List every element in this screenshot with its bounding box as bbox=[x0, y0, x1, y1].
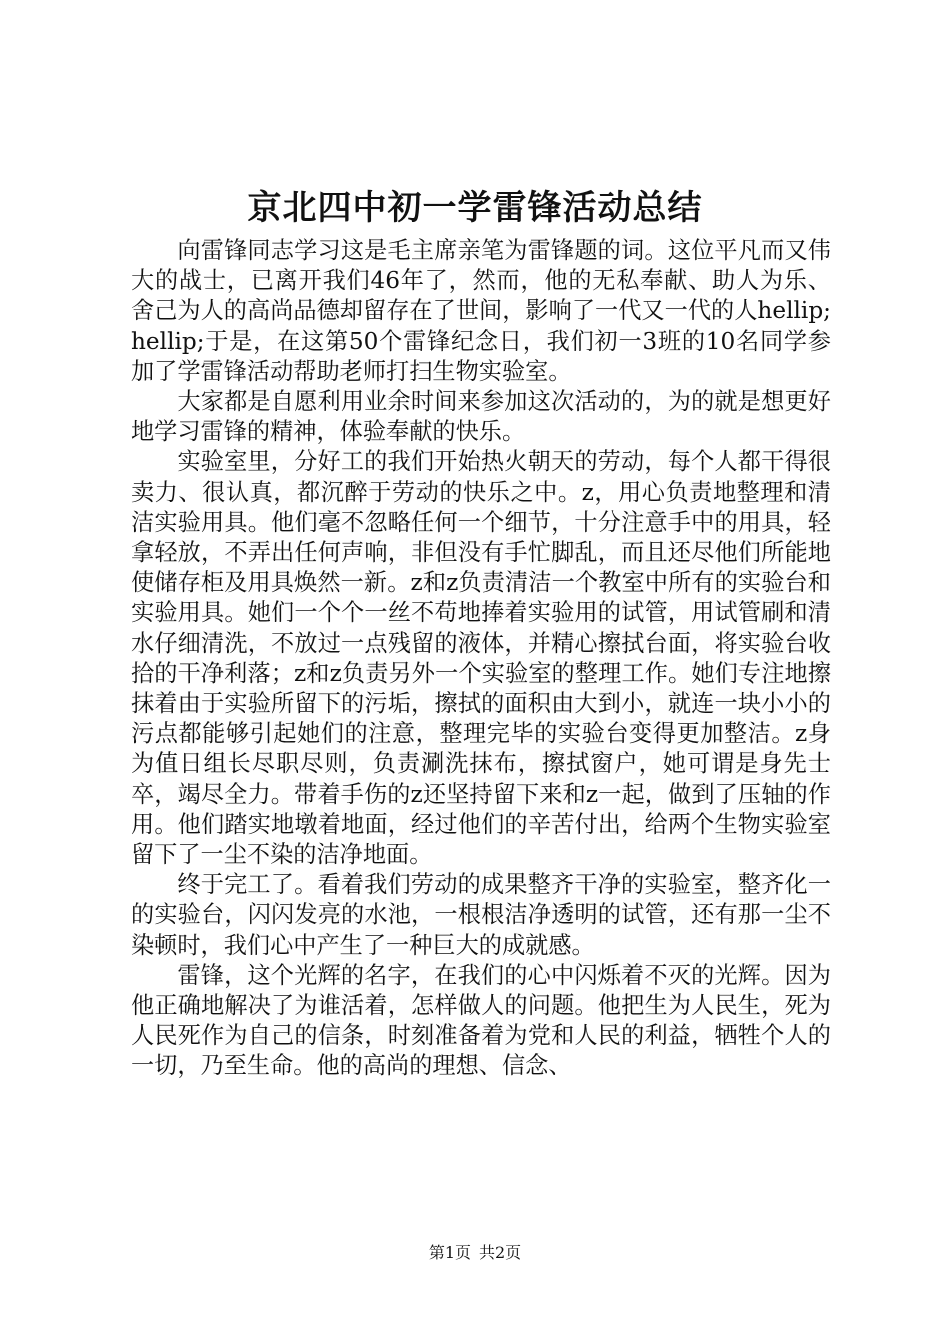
document-body bbox=[131, 236, 831, 1082]
paragraph-4: 终于完工了。看着我们劳动的成果整齐干净的实验室，整齐化一的实验台，闪闪发亮的水池，一根根洁净透明的试管，还有那一尘不染顿时，我们心中产生了一种巨大的成就感。 bbox=[131, 871, 831, 959]
page-footer bbox=[0, 1243, 950, 1263]
paragraph-1: 向雷锋同志学习这是毛主席亲笔为雷锋题的词。这位平凡而又伟大的战士，已离开我们46年了，然而，他的无私奉献、助人为乐、舍己为人的高尚品德却留存在了世间，影响了一代又一代的人hellip;hellip;于是，在这第50个雷锋纪念日，我们初一3班的10名同学参加了学雷锋活动帮助老师打扫生物实验室。 bbox=[131, 237, 831, 385]
page-total: 共2页 bbox=[479, 1243, 522, 1262]
paragraph-5: 雷锋，这个光辉的名字，在我们的心中闪烁着不灭的光辉。因为他正确地解决了为谁活着，怎样做人的问题。他把生为人民生，死为人民死作为自己的信条，时刻准备着为党和人民的利益，牺牲个人的一切，乃至生命。他的高尚的理想、信念、 bbox=[131, 961, 831, 1080]
paragraph-2: 大家都是自愿利用业余时间来参加这次活动的，为的就是想更好地学习雷锋的精神，体验奉献的快乐。 bbox=[131, 388, 831, 446]
paragraph-3: 实验室里，分好工的我们开始热火朝天的劳动，每个人都干得很卖力、很认真，都沉醉于劳动的快乐之中。z，用心负责地整理和清洁实验用具。他们毫不忽略任何一个细节，十分注意手中的用具，轻拿轻放，不弄出任何声响，非但没有手忙脚乱，而且还尽他们所能地使储存柜及用具焕然一新。z和z负责清洁一个教室中所有的实验台和实验用具。她们一个个一丝不苟地捧着实验用的试管，用试管刷和清水仔细清洗，不放过一点残留的液体，并精心擦拭台面，将实验台收拾的干净利落；z和z负责另外一个实验室的整理工作。她们专注地擦抹着由于实验所留下的污垢，擦拭的面积由大到小，就连一块小小的污点都能够引起她们的注意，整理完毕的实验台变得更加整洁。z身为值日组长尽职尽则，负责涮洗抹布，擦拭窗户，她可谓是身先士卒，竭尽全力。带着手伤的z还坚持留下来和z一起，做到了压轴的作用。他们踏实地墩着地面，经过他们的辛苦付出，给两个生物实验室留下了一尘不染的洁净地面。 bbox=[131, 448, 831, 869]
document-title: 京北四中初一学雷锋活动总结 bbox=[247, 188, 703, 228]
page-number: 第1页 bbox=[428, 1243, 471, 1262]
